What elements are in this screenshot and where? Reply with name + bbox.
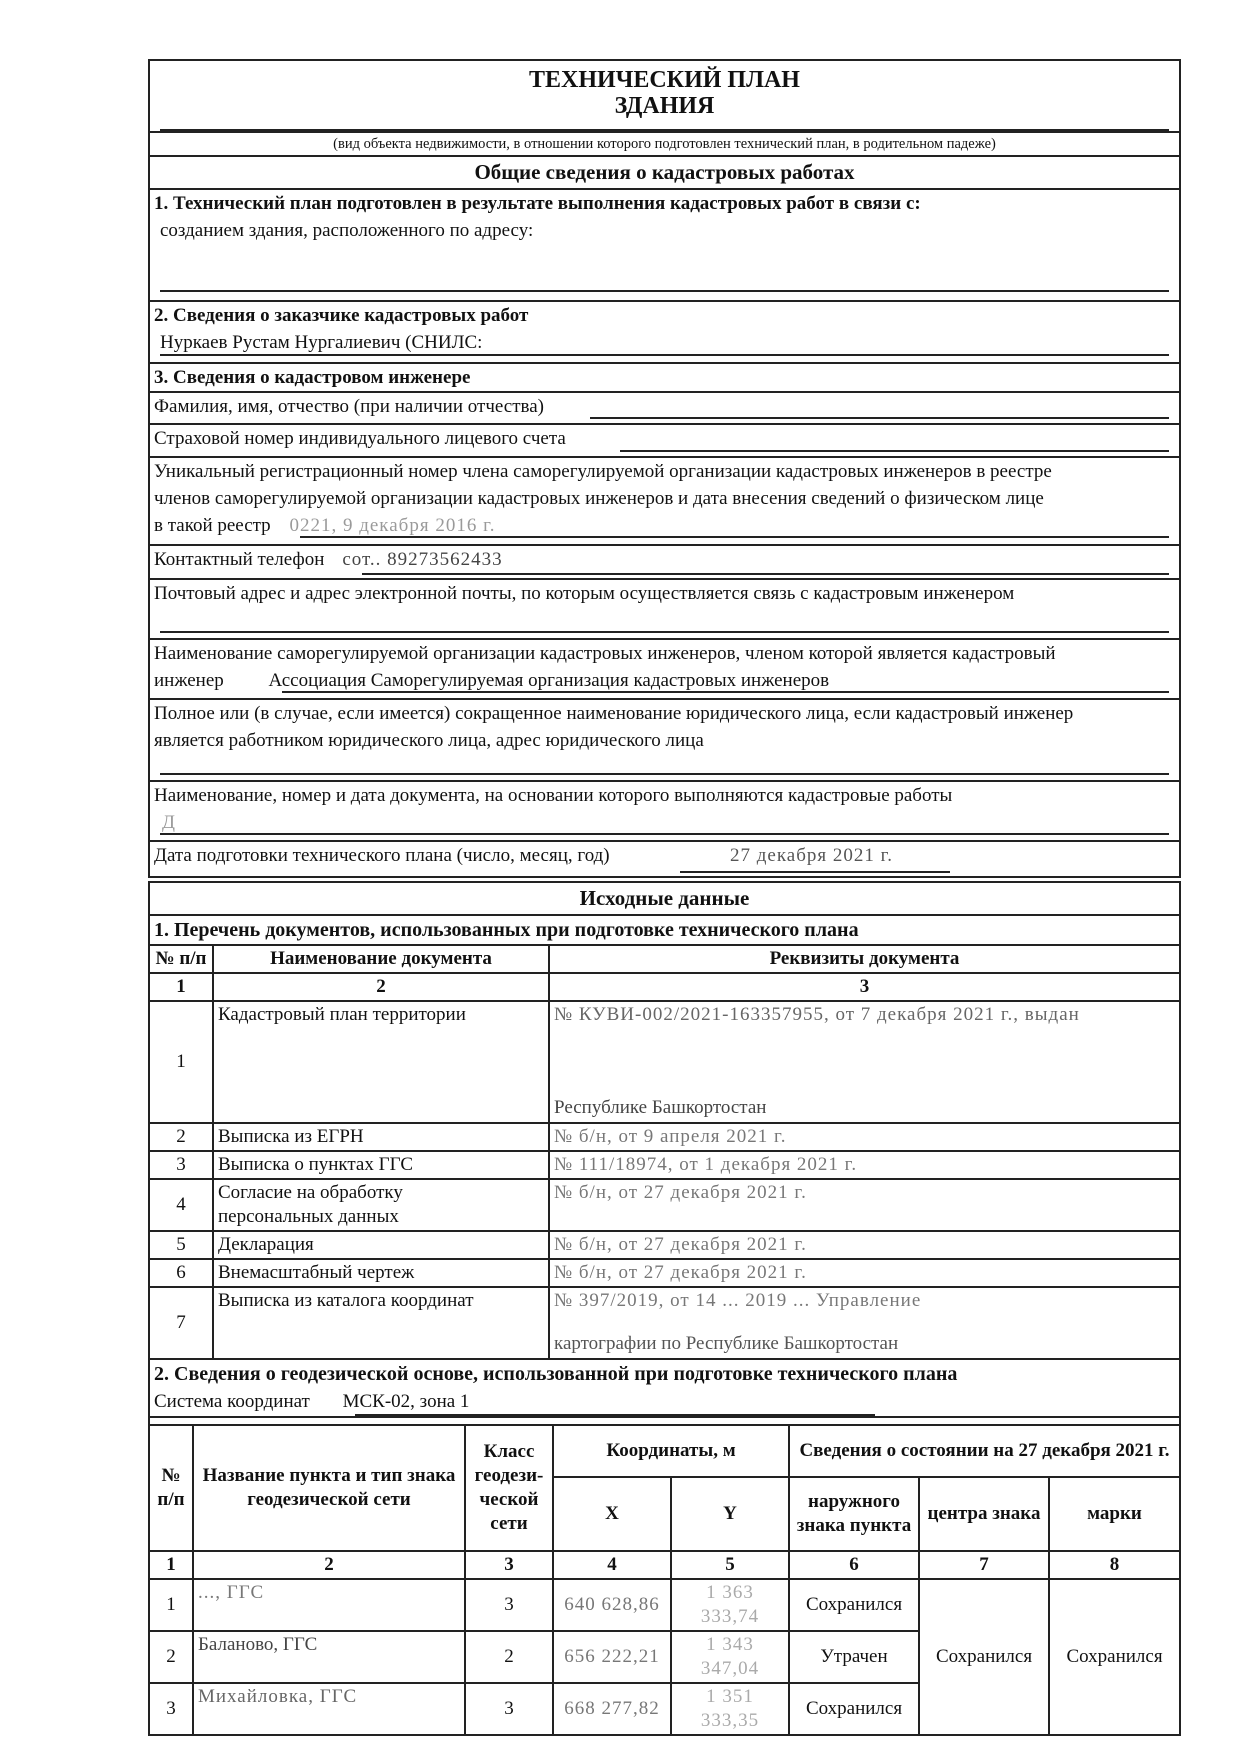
point-class: 3 [465,1683,553,1735]
row-number: 5 [149,1231,213,1259]
table-row [149,1151,1180,1179]
reg-row [150,458,1179,546]
source-section-title: Исходные данные [579,886,750,910]
col-mark: марки [1049,1477,1180,1551]
point-name: Михайловка, ГГС [193,1683,465,1735]
date-label: Дата подготовки технического плана (число, месяц, год) [154,845,610,866]
col-point-name: Название пункта и тип знака геодезической сети [193,1425,465,1551]
item2-heading: 2. Сведения о заказчике кадастровых работ [154,305,529,326]
date-row [150,842,1179,876]
table-row [149,1179,1180,1231]
row-number: 3 [149,1683,193,1735]
col-doc-details: Реквизиты документа [549,945,1180,973]
doc-details-extra: Республике Башкортостан [554,1097,767,1118]
coord-x: 656 222,21 [553,1631,671,1683]
fio-field [590,417,1169,419]
cs-value: МСК-02, зона 1 [342,1391,470,1412]
geo-header-row-1 [149,1425,1180,1477]
doc-name-line1: Согласие на обработку [218,1182,403,1203]
address-field [160,290,1169,292]
cs-label: Система координат [154,1391,310,1412]
point-name: Баланово, ГГС [193,1631,465,1683]
general-block [148,59,1181,878]
date-field [680,871,950,873]
object-type-caption: (вид объекта недвижимости, в отношении которого подготовлен технический план, в родительном падеже) [333,136,996,152]
technical-plan-page [148,59,1181,1736]
doc-details [549,1001,1180,1123]
table-row [149,1579,1180,1631]
col-n: № п/п [149,945,213,973]
mark-state: Сохранился [1049,1579,1180,1735]
title-rule [160,129,1169,131]
col-number: 4 [553,1551,671,1579]
customer-field [160,354,1169,356]
org-label-2: является работником юридического лица, адрес юридического лица [154,730,704,751]
fio-label: Фамилия, имя, отчество (при наличии отчества) [154,396,545,417]
row-number: 6 [149,1259,213,1287]
geodetic-table [148,1424,1181,1736]
coord-x: 668 277,82 [553,1683,671,1735]
doc-details-text: № КУВИ-002/2021-163357955, от 7 декабря 2021 г., выдан [554,1004,1080,1025]
col-coords: Координаты, м [553,1425,789,1477]
row-number: 3 [149,1151,213,1179]
geo-heading-row [150,1360,1179,1418]
basis-doc-row [150,782,1179,842]
col-class: Класс геодези-ческой сети [465,1425,553,1551]
col-state: Сведения о состоянии на 27 декабря 2021 г. [789,1425,1180,1477]
outer-state: Сохранился [789,1683,919,1735]
phone-field [362,573,1169,575]
object-type: ЗДАНИЯ [614,93,715,119]
coord-y: 1 363 333,74 [671,1579,789,1631]
docs-heading: 1. Перечень документов, использованных при подготовке технического плана [154,919,859,941]
row-number: 7 [149,1287,213,1359]
sro-row [150,640,1179,700]
table-row [149,1123,1180,1151]
row-number: 1 [149,1001,213,1123]
col-number: 2 [213,973,549,1001]
table-row [149,1001,1180,1123]
col-number: 3 [549,973,1180,1001]
doc-details: № б/н, от 27 декабря 2021 г. [549,1259,1180,1287]
col-number: 2 [193,1551,465,1579]
customer-value: Нуркаев Рустам Нургалиевич (СНИЛС: [160,332,483,353]
title-row [150,61,1179,133]
coord-y: 1 351 333,35 [671,1683,789,1735]
docs-number-row [149,973,1180,1001]
reg-label-2: членов саморегулируемой организации кадастровых инженеров и дата внесения сведений о физическом лице [154,488,1044,509]
source-block [148,881,1181,1736]
phone-value: сот.. 89273562433 [342,549,503,570]
col-number: 8 [1049,1551,1180,1579]
mail-field [160,631,1169,633]
doc-details-extra: картографии по Республике Башкортостан [554,1333,899,1354]
col-outer: наружного знака пункта [789,1477,919,1551]
doc-details: № б/н, от 27 декабря 2021 г. [549,1231,1180,1259]
point-name: ..., ГГС [193,1579,465,1631]
sro-field [282,691,1169,693]
fio-row [150,393,1179,425]
table-row [149,1259,1180,1287]
outer-state: Утрачен [789,1631,919,1683]
sro-value: Ассоциация Саморегулируемая организация кадастровых инженеров [268,670,830,691]
row-number: 2 [149,1123,213,1151]
col-x: X [553,1477,671,1551]
doc-name [213,1179,549,1231]
item1-row [150,190,1179,302]
docs-header-row [149,945,1180,973]
coord-x: 640 628,86 [553,1579,671,1631]
geo-heading: 2. Сведения о геодезической основе, использованной при подготовке технического плана [154,1363,958,1385]
doc-details-text: № 397/2019, от 14 ... 2019 ... Управление [554,1290,922,1311]
doc-details: № б/н, от 27 декабря 2021 г. [549,1179,1180,1231]
phone-label: Контактный телефон [154,549,325,570]
source-title-row [150,883,1179,916]
doc-name-line2: персональных данных [218,1206,399,1227]
doc-name: Внемасштабный чертеж [213,1259,549,1287]
org-row [150,700,1179,782]
doc-name: Кадастровый план территории [213,1001,549,1123]
col-y: Y [671,1477,789,1551]
phone-row [150,546,1179,580]
outer-state: Сохранился [789,1579,919,1631]
col-number: 6 [789,1551,919,1579]
sro-label-2: инженер [154,670,224,691]
coord-y: 1 343 347,04 [671,1631,789,1683]
mail-row [150,580,1179,640]
sro-label-1: Наименование саморегулируемой организации кадастровых инженеров, членом которой является кадастровый [154,643,1056,664]
doc-details [549,1287,1180,1359]
col-doc-name: Наименование документа [213,945,549,973]
reg-label-1: Уникальный регистрационный номер члена саморегулируемой организации кадастровых инженеров в реестре [154,461,1052,482]
snils-field [620,450,1169,452]
doc-name: Выписка о пунктах ГГС [213,1151,549,1179]
org-field [160,773,1169,775]
docs-heading-row [150,916,1179,946]
doc-details: № б/н, от 9 апреля 2021 г. [549,1123,1180,1151]
item1-value: созданием здания, расположенного по адресу: [160,220,534,241]
caption-row [150,133,1179,157]
basis-doc-label: Наименование, номер и дата документа, на основании которого выполняются кадастровые работы [154,785,953,806]
reg-field [300,536,1169,538]
snils-label: Страховой номер индивидуального лицевого счета [154,428,566,449]
doc-name: Декларация [213,1231,549,1259]
row-number: 4 [149,1179,213,1231]
table-row [149,1287,1180,1359]
date-value: 27 декабря 2021 г. [730,845,894,866]
doc-name: Выписка из каталога координат [213,1287,549,1359]
snils-row [150,425,1179,458]
mail-label: Почтовый адрес и адрес электронной почты, по которым осуществляется связь с кадастровым инженером [154,583,1015,604]
doc-name: Выписка из ЕГРН [213,1123,549,1151]
item1-heading: 1. Технический план подготовлен в результате выполнения кадастровых работ в связи с: [154,193,921,214]
item3-heading-row [150,364,1179,393]
general-section-title: Общие сведения о кадастровых работах [474,160,855,184]
point-class: 3 [465,1579,553,1631]
row-number: 1 [149,1579,193,1631]
col-number: 3 [465,1551,553,1579]
point-class: 2 [465,1631,553,1683]
col-center: центра знака [919,1477,1049,1551]
documents-table [148,944,1181,1360]
geo-number-row [149,1551,1180,1579]
col-n: № п/п [149,1425,193,1551]
section-title-row [150,157,1179,190]
basis-doc-value: Д [162,812,176,833]
row-number: 2 [149,1631,193,1683]
col-number: 5 [671,1551,789,1579]
org-label-1: Полное или (в случае, если имеется) сокращенное наименование юридического лица, если кадастровый инженер [154,703,1074,724]
center-state: Сохранился [919,1579,1049,1735]
doc-title: ТЕХНИЧЕСКИЙ ПЛАН [529,67,800,93]
table-row [149,1231,1180,1259]
item2-row [150,302,1179,364]
basis-doc-field [160,833,1169,835]
item3-heading: 3. Сведения о кадастровом инженере [154,367,471,388]
reg-value: 0221, 9 декабря 2016 г. [289,515,496,536]
reg-label-3: в такой реестр [154,515,271,536]
col-number: 1 [149,973,213,1001]
col-number: 1 [149,1551,193,1579]
col-number: 7 [919,1551,1049,1579]
cs-field [355,1414,875,1416]
doc-details: № 111/18974, от 1 декабря 2021 г. [549,1151,1180,1179]
